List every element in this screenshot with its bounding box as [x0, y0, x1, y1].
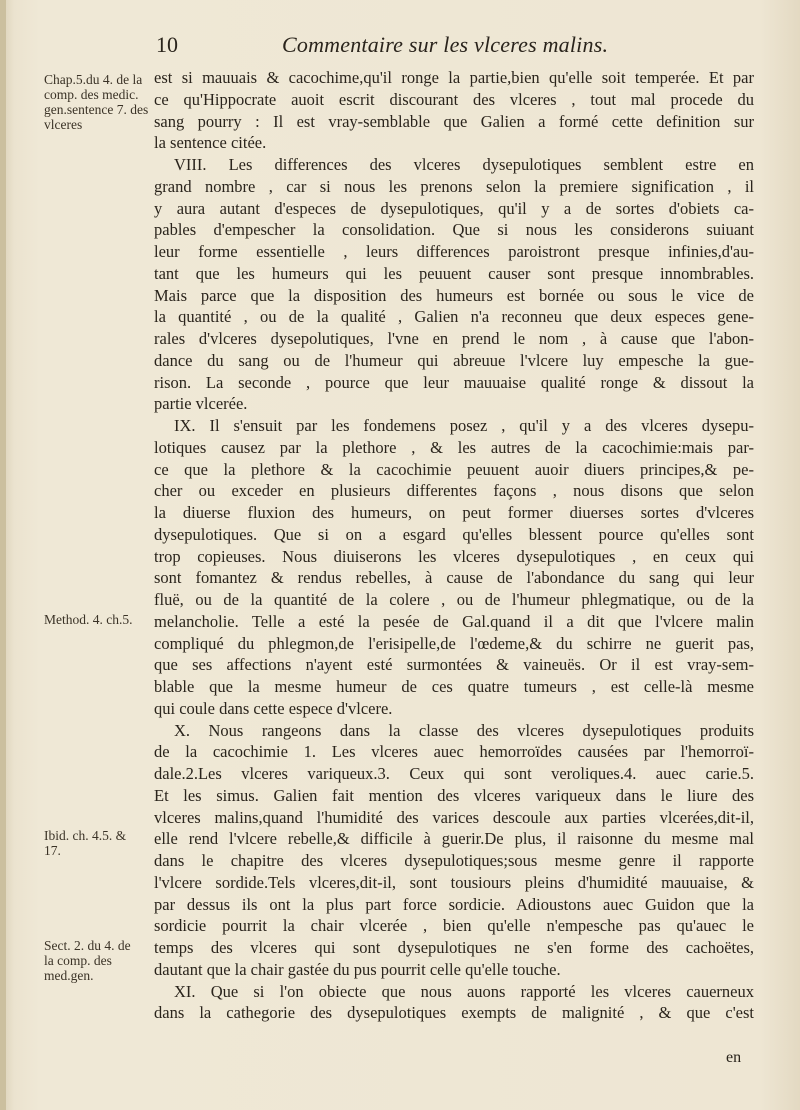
- text-line: leur forme essentielle , leurs differences paroistront presque infinies,d'au-: [154, 242, 754, 261]
- margin-note-section-2: Sect. 2. du 4. de la comp. des med.gen.: [44, 938, 131, 983]
- text-line: y aura autant d'especes de dysepulotiques, qu'il y a de sortes d'obiets ca-: [154, 198, 754, 218]
- paragraph-xi-start: XI. Que si l'on obiecte que nous auons rapporté les vlceres cauerneux: [174, 981, 754, 1001]
- text-line: pables d'empescher la consolidation. Que si nous les considerons suiuant: [154, 220, 754, 240]
- main-text: [154, 67, 754, 1024]
- paragraph-viii-start: VIII. Les differences des vlceres dysepulotiques semblent estre en: [174, 155, 754, 174]
- text-line: tant que les humeurs qui les peuuent causer sont presque innombrables.: [154, 263, 754, 283]
- text-line: l'vlcere sordide.Tels vlceres,dit-il, sont tousiours pleins d'humidité mauuaise, &: [154, 872, 754, 892]
- text-line: rales d'vlceres dysepolutiques, l'vne en prend le nom , à cause que l'abon-: [154, 329, 754, 348]
- text-line: grand nombre , car si nous les prenons selon la premiere signification , il: [154, 176, 754, 196]
- margin-note-ibid: Ibid. ch. 4.5. & 17.: [44, 828, 127, 858]
- text-line: Et les simus. Galien fait mention des vlceres variqueux dans le liure des: [154, 785, 754, 805]
- text-line: de la cacochimie 1. Les vlceres auec hemorroïdes causées par l'hemorroï-: [154, 742, 754, 762]
- text-line: ce que la plethore & la cacochimie peuuent auoir diuers principes,& pe-: [154, 459, 754, 479]
- text-line: dans le chapitre des vlceres dysepulotiques;sous mesme genre il rapporte: [154, 851, 754, 870]
- text-line: temps des vlceres qui sont dysepulotiques ne s'en forme des cachoëtes,: [154, 938, 754, 957]
- text-line: lotiques causez par la plethore , & les autres de la cacochimie:mais par-: [154, 437, 754, 457]
- text-line: blable que la mesme humeur de ces quatre tumeurs , est celle-là mesme: [154, 677, 754, 696]
- text-line: que ses affections n'ayent esté surmontées & vaineuës. Or il est vray-sem-: [154, 655, 754, 675]
- text-line: vlceres malins,quand l'humidité des varices descoule aux parties vlcerées,dit-il,: [154, 807, 754, 827]
- catchword: en: [726, 1049, 742, 1066]
- margin-note-chapter-5: Chap.5.du 4. de la comp. des medic. gen.sentence 7. des vlceres: [44, 72, 149, 132]
- page-edge-shadow: [0, 0, 6, 1110]
- page-header: [150, 30, 770, 64]
- text-line: Mais parce que la disposition des humeurs est bornée ou sous le vice de: [154, 285, 754, 305]
- text-line: fluë, ou de la quantité de la colere , ou de l'humeur phlegmatique, ou de la: [154, 590, 754, 609]
- text-line: est si mauuais & cacochime,qu'il ronge la partie,bien qu'elle soit temperée. Et par: [154, 68, 754, 87]
- text-line: dysepulotiques. Que si on a esgard qu'elles blessent pource qu'elles sont: [154, 524, 754, 544]
- margin-note-method-4: Method. 4. ch.5.: [44, 612, 133, 627]
- text-line: partie vlcerée.: [154, 394, 248, 414]
- text-line: sordicie pourrit la chair vlcerée , bien qu'elle n'empesche pas qu'auec le: [154, 916, 754, 936]
- text-line: dance du sang ou de l'humeur qui abreuue l'vlcere luy empesche la gue-: [154, 350, 754, 370]
- text-line: sont fomantez & rendus rebelles, à cause de l'abondance du sang qui leur: [154, 568, 754, 588]
- text-line: la sentence citée.: [154, 133, 267, 153]
- text-line: compliqué du phlegmon,de l'erisipelle,de l'œdeme,& du schirre ne guerit pas,: [154, 633, 754, 653]
- text-line: dautant que la chair gastée du pus pourrit celle qu'elle touche.: [154, 959, 561, 979]
- text-line: ce qu'Hippocrate auoit escrit discourant des vlceres , tout mal procede du: [154, 89, 754, 109]
- running-title: Commentaire sur les vlceres malins.: [282, 32, 609, 57]
- text-line: cher ou exceder en plusieurs differentes façons , nous disons que selon: [154, 481, 754, 501]
- text-line: elle rend l'vlcere rebelle,& difficile à guerir.De plus, il raisonne du mesme mal: [154, 829, 754, 849]
- page-number: 10: [156, 32, 178, 57]
- text-line: rison. La seconde , pource que leur mauuaise qualité ronge & dissout la: [154, 372, 754, 392]
- text-line: dale.2.Les vlceres variqueux.3. Ceux qui sont veroliques.4. auec carie.5.: [154, 764, 754, 783]
- text-line: dans la cathegorie des dysepulotiques exempts de malignité , & que c'est: [154, 1003, 754, 1023]
- text-line: qui coule dans cette espece d'vlcere.: [154, 698, 393, 718]
- text-line: sang pourry : Il est vray-semblable que Galien a formé cette definition sur: [154, 111, 754, 131]
- text-line: melancholie. Telle a esté la pesée de Gal.quand il a dit que l'vlcere malin: [154, 611, 754, 631]
- text-line: trop copieuses. Nous diuiserons les vlceres dysepulotiques , en ceux qui: [154, 546, 754, 566]
- paragraph-x-start: X. Nous rangeons dans la classe des vlceres dysepulotiques produits: [174, 720, 754, 740]
- text-line: la quantité , ou de la qualité , Galien n'a reconneu que deux especes gene-: [154, 307, 754, 327]
- text-line: par dessus ils ont la plus part force sordicie. Adioustons auec Guidon que la: [154, 894, 754, 914]
- text-line: la diuerse fluxion des humeurs, on peut former diuerses sortes d'vlceres: [154, 503, 754, 522]
- paragraph-ix-start: IX. Il s'ensuit par les fondemens posez , qu'il y a des vlceres dysepu-: [174, 416, 754, 435]
